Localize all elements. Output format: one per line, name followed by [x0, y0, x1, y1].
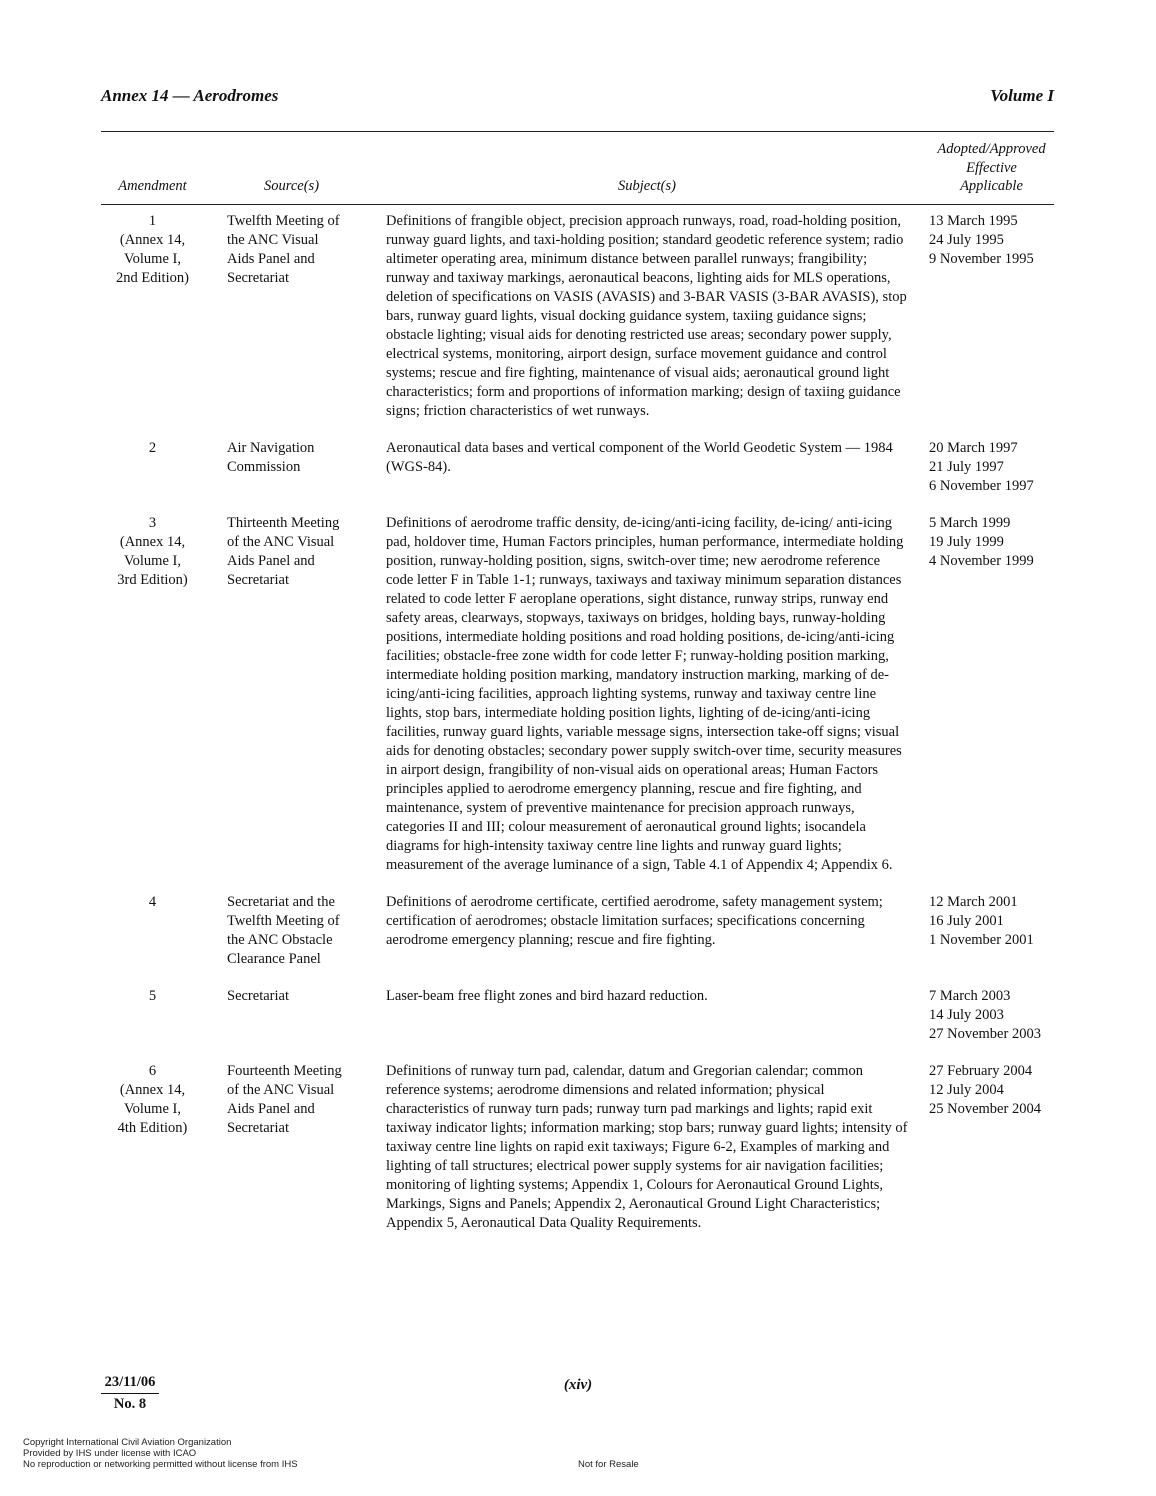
column-header-amendment: Amendment	[118, 178, 187, 194]
source-cell-line: Secretariat	[227, 572, 289, 588]
subject-cell: Aeronautical data bases and vertical component of the World Geodetic System — 1984 (WGS-84).	[386, 440, 893, 475]
dates-cell-line: 25 November 2004	[929, 1101, 1041, 1117]
dates-cell-line: 12 March 2001	[929, 894, 1018, 910]
amendment-cell-line: 4th Edition)	[117, 1120, 188, 1136]
copyright-notice	[23, 1437, 298, 1470]
source-cell-line: Secretariat	[227, 270, 289, 286]
source-cell-line: the ANC Obstacle	[227, 932, 333, 948]
issue-stamp	[101, 1374, 159, 1413]
subject-cell: Definitions of runway turn pad, calendar, datum and Gregorian calendar; common reference systems; aerodrome dimensions and related information; physical characteristics of runway turn pads; runway turn pad markings and lights; rapid exit taxiway indicator lights; information marking; stop bars; runway guard lights; intensity of taxiway centre line lights on rapid exit taxiways; Figure 6-2, Examples of marking and lighting of tall structures; electrical power supply systems for air navigation facilities; monitoring of lighting systems; Appendix 1, Colours for Aeronautical Ground Lights, Markings, Signs and Panels; Appendix 2, Aeronautical Ground Light Characteristics; Appendix 5, Aeronautical Data Quality Requirements.	[386, 1063, 908, 1231]
table-row	[101, 212, 1061, 439]
dates-cell	[929, 212, 1061, 269]
copyright-line: Provided by IHS under license with ICAO	[23, 1448, 197, 1459]
dates-cell-line: 5 March 1999	[929, 515, 1011, 531]
copyright-line: No reproduction or networking permitted without license from IHS	[23, 1459, 298, 1470]
amendment-cell-line: (Annex 14,	[119, 232, 186, 248]
source-cell	[227, 893, 367, 969]
table-row	[101, 1062, 1061, 1251]
subject-cell: Definitions of aerodrome traffic density, de-icing/anti-icing facility, de-icing/ anti-icing pad, holdover time, Human Factors principles, human performance, intermediate holding position, runway-holding position, signs, switch-over time; new aerodrome reference code letter F in Table 1-1; runways, taxiways and taxiway minimum separation distances related to code letter F aeroplane operations, sight distance, runway strips, runway end safety areas, clearways, stopways, taxiways on bridges, holding bays, runway-holding positions, intermediate holding positions and road holding positions, de-icing/anti-icing facilities; obstacle-free zone width for code letter F; runway-holding position marking, intermediate holding position marking, mandatory instruction marking, marking of de-icing/anti-icing facilities, approach lighting systems, runway and taxiway centre line lights, stop bars, intermediate holding position lights, lighting of de-icing/anti-icing facilities, runway guard lights, variable message signs, intersection take-off signs; visual aids for denoting obstacles; secondary power supply switch-over time, security measures in airport design, frangibility of non-visual aids on operational areas; Human Factors principles applied to aerodrome emergency planning, rescue and fire fighting, and maintenance, system of preventive maintenance for precision approach runways, categories II and III; colour measurement of aeronautical ground lights; isocandela diagrams for high-intensity taxiway centre line lights and runway guard lights; measurement of the average luminance of a sign, Table 4.1 of Appendix 4; Appendix 6.	[386, 515, 904, 873]
source-cell-line: Clearance Panel	[227, 951, 321, 967]
header-effective: Effective	[966, 159, 1017, 176]
amendment-cell-line: 3rd Edition)	[117, 572, 188, 588]
amendment-cell	[101, 514, 204, 590]
amendment-cell-line: 4	[148, 894, 157, 910]
amendment-cell-line: Volume I,	[124, 251, 181, 267]
source-cell-line: the ANC Visual	[227, 232, 319, 248]
dates-cell-line: 7 March 2003	[929, 988, 1011, 1004]
subject-cell: Definitions of frangible object, precision approach runways, road, road-holding position, runway guard lights, and taxi-holding position; standard geodetic reference system; radio altimeter operating area, minimum distance between parallel runways; frangibility; runway and taxiway markings, aeronautical beacons, lighting aids for MLS operations, deletion of specifications on VASIS (AVASIS) and 3-BAR VASIS (3-BAR AVASIS), stop bars, runway guard lights, visual docking guidance system, taxiing guidance signs; obstacle lighting; visual aids for denoting restricted use areas; secondary power supply, electrical systems, monitoring, airport design, surface movement guidance and control systems; rescue and fire fighting, maintenance of visual aids; aeronautical ground light characteristics; form and proportions of information marking; design of taxiing guidance signs; friction characteristics of wet runways.	[386, 213, 907, 419]
source-cell-line: of the ANC Visual	[227, 534, 335, 550]
dates-cell-line: 1 November 2001	[929, 932, 1034, 948]
table-row	[101, 439, 1061, 514]
amendment-cell-line: 1	[148, 213, 157, 229]
amendment-cell	[101, 893, 204, 912]
dates-cell-line: 27 November 2003	[929, 1026, 1041, 1042]
dates-cell-line: 16 July 2001	[929, 913, 1004, 929]
source-cell-line: Secretariat and the	[227, 894, 335, 910]
amendment-cell	[101, 1062, 204, 1138]
source-cell	[227, 514, 367, 590]
dates-cell-line: 20 March 1997	[929, 440, 1018, 456]
source-cell-line: Aids Panel and	[227, 1101, 315, 1117]
source-cell-line: Secretariat	[227, 988, 289, 1004]
subject-cell: Definitions of aerodrome certificate, certified aerodrome, safety management system; certification of aerodromes; obstacle limitation surfaces; specifications concerning aerodrome emergency planning; rescue and fire fighting.	[386, 894, 883, 948]
amendment-cell-line: Volume I,	[124, 1101, 181, 1117]
source-cell	[227, 439, 367, 477]
page-number: (xiv)	[563, 1377, 593, 1393]
source-cell	[227, 1062, 367, 1138]
column-header-sources: Source(s)	[264, 178, 320, 194]
source-cell-line: Twelfth Meeting of	[227, 913, 340, 929]
dates-cell-line: 6 November 1997	[929, 478, 1034, 494]
table-top-rule	[101, 131, 1054, 132]
dates-cell	[929, 987, 1061, 1044]
source-cell-line: Secretariat	[227, 1120, 289, 1136]
dates-cell-line: 14 July 2003	[929, 1007, 1004, 1023]
amendment-cell	[101, 987, 204, 1006]
source-cell	[227, 212, 367, 288]
amendments-table	[101, 212, 1061, 1251]
running-header-title: Annex 14 — Aerodromes	[101, 86, 279, 105]
issue-number: No. 8	[113, 1396, 147, 1412]
table-row	[101, 987, 1061, 1062]
subject-cell: Laser-beam free flight zones and bird hazard reduction.	[386, 988, 708, 1004]
issue-date: 23/11/06	[101, 1374, 159, 1394]
amendment-cell-line: 3	[148, 515, 157, 531]
dates-cell-line: 19 July 1999	[929, 534, 1004, 550]
dates-cell	[929, 439, 1061, 496]
header-applicable: Applicable	[960, 178, 1023, 194]
amendment-cell-line: 2	[148, 440, 157, 456]
amendment-cell-line: 5	[148, 988, 157, 1004]
source-cell	[227, 987, 367, 1006]
source-cell-line: Aids Panel and	[227, 553, 315, 569]
amendment-cell-line: Volume I,	[124, 553, 181, 569]
amendment-cell-line: 6	[148, 1063, 157, 1079]
dates-cell-line: 12 July 2004	[929, 1082, 1004, 1098]
source-cell-line: Fourteenth Meeting	[227, 1063, 342, 1079]
source-cell-line: of the ANC Visual	[227, 1082, 335, 1098]
dates-cell-line: 24 July 1995	[929, 232, 1004, 248]
amendment-cell-line: (Annex 14,	[119, 1082, 186, 1098]
amendment-cell-line: 2nd Edition)	[116, 270, 189, 286]
dates-cell	[929, 514, 1061, 571]
dates-cell-line: 21 July 1997	[929, 459, 1004, 475]
dates-cell	[929, 1062, 1061, 1119]
header-adopted: Adopted/Approved	[937, 141, 1046, 157]
dates-cell-line: 4 November 1999	[929, 553, 1034, 569]
column-header-dates	[924, 140, 1059, 196]
dates-cell	[929, 893, 1061, 950]
column-header-subjects: Subject(s)	[618, 178, 676, 194]
table-row	[101, 514, 1061, 893]
not-for-resale: Not for Resale	[578, 1459, 639, 1470]
copyright-line: Copyright International Civil Aviation Organization	[23, 1437, 232, 1448]
source-cell-line: Twelfth Meeting of	[227, 213, 340, 229]
source-cell-line: Commission	[227, 459, 301, 475]
dates-cell-line: 27 February 2004	[929, 1063, 1033, 1079]
dates-cell-line: 13 March 1995	[929, 213, 1018, 229]
source-cell-line: Air Navigation	[227, 440, 315, 456]
source-cell-line: Aids Panel and	[227, 251, 315, 267]
dates-cell-line: 9 November 1995	[929, 251, 1034, 267]
amendment-cell	[101, 212, 204, 288]
amendment-cell-line: (Annex 14,	[119, 534, 186, 550]
table-row	[101, 893, 1061, 987]
amendment-cell	[101, 439, 204, 458]
table-header-rule	[101, 204, 1054, 205]
source-cell-line: Thirteenth Meeting	[227, 515, 340, 531]
running-header-volume: Volume I	[990, 86, 1054, 105]
